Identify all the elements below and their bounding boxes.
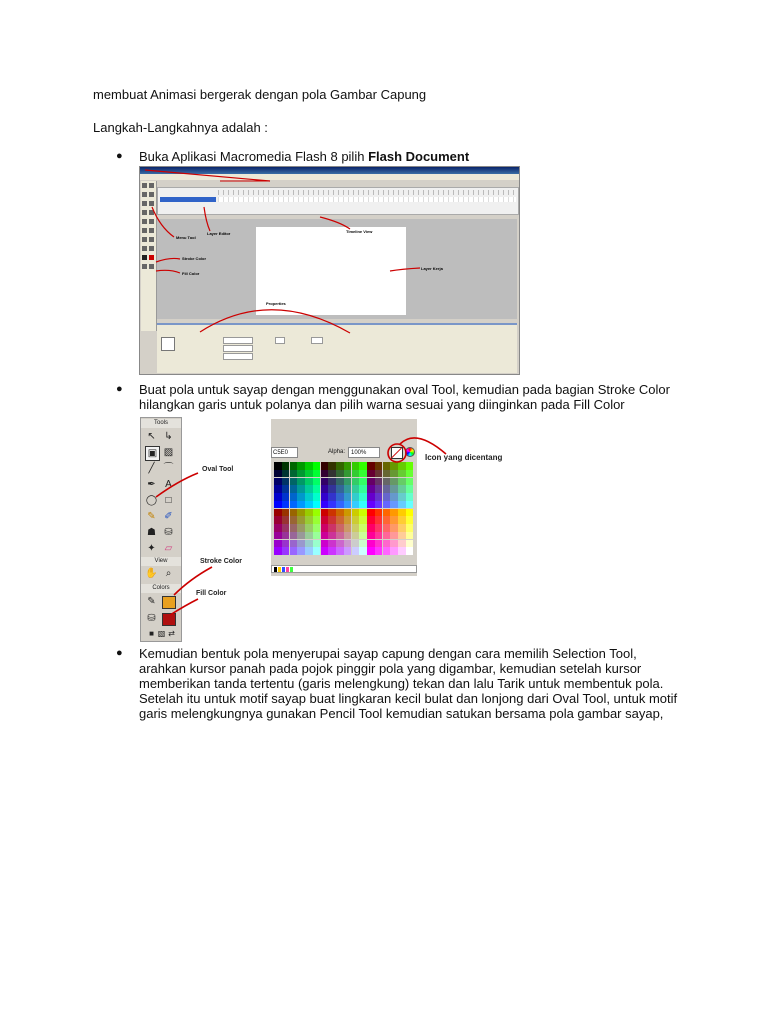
color-swatch xyxy=(398,485,406,493)
color-swatch xyxy=(313,478,321,486)
color-swatch xyxy=(336,516,344,524)
color-swatch xyxy=(406,485,414,493)
color-swatch xyxy=(297,547,305,555)
color-swatch xyxy=(321,478,329,486)
step-3-line-5: garis melengkungnya gunakan Pencil Tool kemudian satukan bersama pola gambar sayap, xyxy=(139,706,664,721)
color-swatch xyxy=(398,478,406,486)
color-swatch xyxy=(398,509,406,517)
eyedropper-tool-icon: ✦ xyxy=(147,543,156,554)
color-swatch xyxy=(336,470,344,478)
color-swatch xyxy=(398,493,406,501)
color-swatch xyxy=(344,524,352,532)
color-swatch xyxy=(383,532,391,540)
color-swatch xyxy=(359,540,367,548)
color-swatch xyxy=(352,493,360,501)
color-swatch xyxy=(297,501,305,509)
color-swatch xyxy=(290,532,298,540)
color-swatch xyxy=(359,516,367,524)
label-fill-color: Fill Color xyxy=(182,271,200,276)
color-swatch xyxy=(383,524,391,532)
color-swatch xyxy=(375,470,383,478)
color-swatch xyxy=(383,547,391,555)
color-swatch xyxy=(344,493,352,501)
color-swatch xyxy=(313,516,321,524)
color-swatch xyxy=(406,540,414,548)
color-swatch xyxy=(375,493,383,501)
color-swatch xyxy=(305,470,313,478)
color-swatch xyxy=(313,470,321,478)
color-swatch xyxy=(390,509,398,517)
step-3-line-4: Setelah itu untuk motif sayap buat lingkaran kecil bulat dan lonjong dari Oval Tool, untuk motif xyxy=(139,691,678,706)
color-swatch xyxy=(367,509,375,517)
color-swatch xyxy=(328,524,336,532)
color-swatch xyxy=(336,485,344,493)
callout-oval-tool: Oval Tool xyxy=(202,466,234,473)
label-layer-kerja: Layer Kerja xyxy=(421,266,443,271)
color-swatch xyxy=(352,524,360,532)
color-swatch xyxy=(383,516,391,524)
color-swatch xyxy=(359,493,367,501)
color-swatch xyxy=(321,470,329,478)
color-swatch xyxy=(359,470,367,478)
color-swatch xyxy=(274,516,282,524)
color-swatch xyxy=(328,485,336,493)
label-stroke-color: Stroke Color xyxy=(182,256,207,261)
color-swatch xyxy=(282,524,290,532)
color-swatch xyxy=(290,524,298,532)
brush-tool-icon: ✐ xyxy=(164,511,173,522)
color-swatch xyxy=(344,485,352,493)
color-swatch xyxy=(305,509,313,517)
color-swatch xyxy=(321,462,329,470)
color-swatch xyxy=(406,493,414,501)
pen-tool-icon: ✒ xyxy=(147,479,156,490)
color-swatch xyxy=(305,540,313,548)
step-2-line-2: hilangkan garis untuk polanya dan pilih warna sesuai yang diinginkan pada Fill Color xyxy=(139,397,625,412)
color-swatch xyxy=(336,501,344,509)
color-swatch xyxy=(352,509,360,517)
color-swatch xyxy=(390,516,398,524)
color-swatch xyxy=(328,470,336,478)
callout-fill-color: Fill Color xyxy=(196,590,227,597)
color-swatch xyxy=(328,516,336,524)
line-tool-icon: ╱ xyxy=(148,463,155,474)
step-3-line-3: memberikan tanda tertentu (garis melengkung) tekan dan lalu Tarik untuk membentuk pola. xyxy=(139,676,664,691)
color-swatch xyxy=(352,547,360,555)
color-swatch xyxy=(367,478,375,486)
color-swatch xyxy=(352,501,360,509)
alpha-field: 100% xyxy=(348,447,380,458)
color-swatch xyxy=(305,478,313,486)
color-swatch xyxy=(367,540,375,548)
color-swatch xyxy=(305,501,313,509)
step-1-lead: Buka Aplikasi Macromedia Flash 8 pilih xyxy=(139,149,369,164)
color-swatch xyxy=(344,532,352,540)
color-swatch xyxy=(282,470,290,478)
color-swatch xyxy=(290,516,298,524)
color-swatch xyxy=(297,470,305,478)
color-swatch xyxy=(398,501,406,509)
ink-bottle-tool-icon: ☗ xyxy=(147,527,156,538)
color-swatch xyxy=(336,547,344,555)
recent-colors-strip xyxy=(271,565,417,573)
color-swatch xyxy=(321,532,329,540)
color-swatch xyxy=(328,547,336,555)
color-swatch xyxy=(375,462,383,470)
color-swatch xyxy=(305,462,313,470)
step-3-line-2: arahkan kursor panah pada pojok pinggir pola yang digambar, kemudian setelah kursor xyxy=(139,661,642,676)
color-swatch xyxy=(282,509,290,517)
colors-header: Colors xyxy=(141,584,181,593)
color-swatch xyxy=(305,493,313,501)
subselection-tool-icon: ↳ xyxy=(164,431,173,442)
color-swatch xyxy=(390,524,398,532)
color-swatch xyxy=(282,547,290,555)
step-2-line-1: Buat pola untuk sayap dengan menggunakan oval Tool, kemudian pada bagian Stroke Color xyxy=(139,382,670,397)
color-swatch xyxy=(305,547,313,555)
color-swatch xyxy=(297,509,305,517)
bullet-3: ● xyxy=(116,647,123,659)
text-tool-icon: A xyxy=(165,479,172,490)
color-swatch xyxy=(390,540,398,548)
color-swatch xyxy=(383,501,391,509)
callout-stroke-color: Stroke Color xyxy=(200,558,243,565)
color-swatch xyxy=(390,532,398,540)
color-swatch xyxy=(274,532,282,540)
color-swatch xyxy=(282,462,290,470)
fill-bucket-icon: ⛁ xyxy=(147,613,156,624)
color-swatch xyxy=(328,540,336,548)
color-swatch xyxy=(359,478,367,486)
color-swatch xyxy=(290,493,298,501)
color-swatch xyxy=(305,524,313,532)
bullet-1: ● xyxy=(116,150,123,162)
color-swatch xyxy=(406,509,414,517)
color-swatch xyxy=(352,462,360,470)
color-swatch xyxy=(297,485,305,493)
stroke-pencil-icon: ✎ xyxy=(147,596,156,607)
color-swatch xyxy=(297,493,305,501)
alpha-label: Alpha: xyxy=(328,449,346,455)
color-swatch xyxy=(390,478,398,486)
color-swatch xyxy=(336,493,344,501)
lasso-tool-icon: ⌒ xyxy=(163,463,174,474)
color-swatch xyxy=(313,485,321,493)
color-swatch-grid xyxy=(274,462,414,562)
color-swatch xyxy=(321,501,329,509)
color-swatch xyxy=(398,516,406,524)
color-swatch xyxy=(390,493,398,501)
color-swatch xyxy=(344,540,352,548)
paint-bucket-tool-icon: ⛁ xyxy=(164,527,173,538)
color-swatch xyxy=(305,485,313,493)
color-swatch xyxy=(406,547,414,555)
color-swatch xyxy=(406,524,414,532)
color-swatch xyxy=(367,462,375,470)
color-swatch xyxy=(359,462,367,470)
eraser-tool-icon: ▱ xyxy=(164,543,173,554)
color-swatch xyxy=(390,547,398,555)
color-swatch xyxy=(336,462,344,470)
color-swatch xyxy=(321,540,329,548)
color-swatch xyxy=(290,509,298,517)
fill-transform-tool-icon: ▨ xyxy=(163,447,174,458)
color-swatch xyxy=(321,509,329,517)
hex-value-field: C5E0 xyxy=(271,447,298,458)
color-swatch xyxy=(375,509,383,517)
color-swatch xyxy=(290,470,298,478)
tools-callout-lines xyxy=(150,415,290,645)
color-swatch xyxy=(290,462,298,470)
color-swatch xyxy=(398,540,406,548)
color-swatch xyxy=(375,540,383,548)
color-swatch xyxy=(290,485,298,493)
swap-colors-icon: ⇄ xyxy=(168,629,175,638)
color-swatch xyxy=(328,462,336,470)
label-menu-tool: Menu Tool xyxy=(176,235,196,240)
color-swatch xyxy=(297,462,305,470)
color-swatch xyxy=(313,540,321,548)
color-swatch xyxy=(336,509,344,517)
color-swatch xyxy=(290,547,298,555)
color-swatch xyxy=(383,509,391,517)
color-swatch xyxy=(274,493,282,501)
color-swatch xyxy=(383,478,391,486)
steps-heading: Langkah-Langkahnya adalah : xyxy=(93,120,268,135)
color-swatch xyxy=(367,524,375,532)
document-title: membuat Animasi bergerak dengan pola Gambar Capung xyxy=(93,87,427,102)
color-swatch xyxy=(344,470,352,478)
color-swatch xyxy=(305,532,313,540)
color-swatch xyxy=(406,532,414,540)
color-swatch xyxy=(336,524,344,532)
color-swatch xyxy=(274,462,282,470)
color-swatch xyxy=(274,485,282,493)
color-swatch xyxy=(313,462,321,470)
color-swatch xyxy=(367,532,375,540)
step-1-text xyxy=(139,149,699,164)
color-swatch xyxy=(383,485,391,493)
color-swatch xyxy=(313,524,321,532)
color-swatch xyxy=(297,478,305,486)
color-swatch xyxy=(352,540,360,548)
color-swatch xyxy=(336,478,344,486)
color-swatch xyxy=(305,516,313,524)
color-swatch xyxy=(282,485,290,493)
free-transform-tool-icon: ▣ xyxy=(145,446,160,461)
color-swatch xyxy=(367,547,375,555)
color-swatch xyxy=(375,532,383,540)
color-swatch xyxy=(297,524,305,532)
color-swatch xyxy=(328,501,336,509)
color-swatch xyxy=(282,540,290,548)
color-swatch xyxy=(282,478,290,486)
color-swatch xyxy=(290,501,298,509)
color-swatch xyxy=(367,493,375,501)
color-swatch xyxy=(274,478,282,486)
color-swatch xyxy=(282,532,290,540)
color-swatch xyxy=(406,478,414,486)
color-swatch xyxy=(398,524,406,532)
color-swatch xyxy=(297,540,305,548)
color-swatch xyxy=(313,501,321,509)
hand-tool-icon: ✋ xyxy=(145,568,158,579)
color-swatch xyxy=(328,532,336,540)
color-swatch xyxy=(344,509,352,517)
color-swatch xyxy=(297,532,305,540)
color-swatch xyxy=(274,540,282,548)
color-swatch xyxy=(290,478,298,486)
rectangle-tool-icon: □ xyxy=(165,495,172,506)
color-swatch xyxy=(297,516,305,524)
color-swatch xyxy=(352,516,360,524)
color-swatch xyxy=(344,462,352,470)
color-swatch xyxy=(375,501,383,509)
color-swatch xyxy=(383,493,391,501)
color-swatch xyxy=(274,470,282,478)
color-swatch xyxy=(344,478,352,486)
label-layer-editor: Layer Editor xyxy=(207,231,231,236)
color-swatch xyxy=(398,547,406,555)
tools-header: Tools xyxy=(141,419,181,428)
flash-ide-screenshot xyxy=(139,166,520,375)
color-swatch xyxy=(352,478,360,486)
color-swatch xyxy=(375,524,383,532)
color-swatch xyxy=(375,478,383,486)
color-swatch xyxy=(336,540,344,548)
color-swatch xyxy=(321,547,329,555)
color-swatch xyxy=(328,478,336,486)
color-swatch xyxy=(406,501,414,509)
color-swatch xyxy=(274,501,282,509)
color-swatch xyxy=(313,509,321,517)
color-swatch xyxy=(282,493,290,501)
color-swatch xyxy=(359,547,367,555)
oval-tool-icon: ◯ xyxy=(145,495,158,506)
icon-dicentang-label: Icon yang dicentang xyxy=(425,453,503,462)
color-swatch xyxy=(406,516,414,524)
color-swatch xyxy=(328,509,336,517)
color-swatch xyxy=(375,547,383,555)
step-3-line-1: Kemudian bentuk pola menyerupai sayap capung dengan cara memilih Selection Tool, xyxy=(139,646,637,661)
color-swatch xyxy=(313,532,321,540)
color-swatch xyxy=(313,547,321,555)
color-swatch xyxy=(367,470,375,478)
color-swatch xyxy=(321,524,329,532)
color-swatch xyxy=(321,485,329,493)
color-swatch xyxy=(359,485,367,493)
color-swatch xyxy=(375,516,383,524)
color-swatch xyxy=(290,540,298,548)
color-swatch xyxy=(274,547,282,555)
color-swatch xyxy=(352,485,360,493)
color-swatch xyxy=(282,516,290,524)
color-swatch xyxy=(328,493,336,501)
color-swatch xyxy=(321,493,329,501)
color-swatch xyxy=(390,501,398,509)
zoom-tool-icon: ⌕ xyxy=(165,568,172,579)
color-swatch xyxy=(344,516,352,524)
view-header: View xyxy=(141,557,181,566)
color-swatch xyxy=(352,470,360,478)
color-swatch xyxy=(344,501,352,509)
selection-tool-icon: ↖ xyxy=(147,431,156,442)
label-properties: Properties xyxy=(266,301,286,306)
pencil-tool-icon: ✎ xyxy=(147,511,156,522)
color-swatch xyxy=(321,516,329,524)
color-swatch xyxy=(352,532,360,540)
color-swatch xyxy=(336,532,344,540)
color-swatch xyxy=(359,524,367,532)
color-swatch xyxy=(375,485,383,493)
black-white-icon: ■ xyxy=(149,629,154,638)
color-swatch xyxy=(398,532,406,540)
color-swatch xyxy=(274,524,282,532)
color-swatch xyxy=(313,493,321,501)
label-timeline-view: Timeline View xyxy=(346,229,373,234)
color-swatch xyxy=(274,509,282,517)
color-swatch xyxy=(359,501,367,509)
color-swatch xyxy=(282,501,290,509)
color-swatch xyxy=(344,547,352,555)
no-color-icon: ▧ xyxy=(157,629,166,638)
color-swatch xyxy=(359,532,367,540)
color-swatch xyxy=(383,540,391,548)
step-1-bold: Flash Document xyxy=(368,149,470,164)
color-swatch xyxy=(390,485,398,493)
color-swatch xyxy=(367,516,375,524)
icon-callout-annotation xyxy=(384,432,504,472)
bullet-2: ● xyxy=(116,383,123,395)
color-swatch xyxy=(367,501,375,509)
color-swatch xyxy=(367,485,375,493)
color-swatch xyxy=(359,509,367,517)
